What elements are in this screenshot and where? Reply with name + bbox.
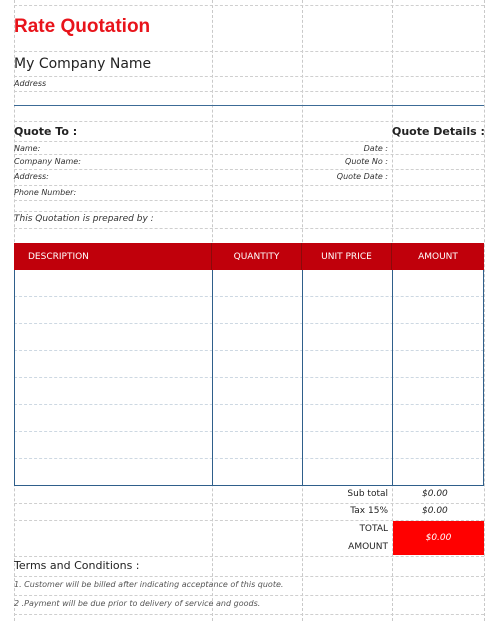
company-name[interactable]: My Company Name [14, 56, 152, 72]
field-address[interactable]: Address: [14, 172, 49, 181]
grid-row-line [14, 211, 484, 212]
terms-heading: Terms and Conditions : [14, 559, 140, 572]
grid-row-line [14, 576, 484, 577]
grid-row-line [14, 76, 484, 77]
grid-row-line [14, 154, 484, 155]
field-company-name[interactable]: Company Name: [14, 157, 81, 166]
table-col-border [14, 270, 15, 485]
header-divider [14, 105, 484, 106]
field-quote-date[interactable]: Quote Date : [336, 172, 388, 181]
grid-row-line [14, 228, 484, 229]
table-col-border [212, 270, 213, 485]
grid-row-line [14, 595, 484, 596]
table-col-border [483, 270, 484, 485]
header-description: DESCRIPTION [14, 243, 212, 270]
line-items-table [14, 270, 484, 485]
address-label[interactable]: Address [14, 79, 47, 88]
table-row[interactable] [14, 324, 484, 351]
quote-details-heading: Quote Details : [392, 125, 485, 138]
grid-row-line [14, 503, 484, 504]
terms-item[interactable]: 1. Customer will be billed after indicating acceptance of this quote. [14, 580, 284, 589]
field-phone-number[interactable]: Phone Number: [14, 188, 77, 197]
table-row[interactable] [14, 378, 484, 405]
quote-to-heading: Quote To : [14, 125, 78, 138]
grid-row-line [14, 185, 484, 186]
document-title: Rate Quotation [14, 16, 151, 37]
grid-row-line [14, 200, 484, 201]
table-row[interactable] [14, 351, 484, 378]
subtotal-label: Sub total [347, 489, 388, 499]
grid-row-line [14, 5, 484, 6]
field-name[interactable]: Name: [14, 144, 41, 153]
table-col-border [302, 270, 303, 485]
terms-item[interactable]: 2 .Payment will be due prior to delivery of service and goods. [14, 599, 261, 608]
grid-row-line [14, 121, 484, 122]
table-header [14, 243, 484, 270]
table-row[interactable] [14, 459, 484, 486]
tax-label: Tax 15% [350, 506, 388, 516]
subtotal-value: $0.00 [422, 489, 448, 499]
total-amount-label-line1: TOTAL [359, 524, 388, 534]
table-row[interactable] [14, 405, 484, 432]
total-amount-label-line2: AMOUNT [348, 542, 388, 552]
grid-row-line [14, 51, 484, 52]
grid-row-line [14, 614, 484, 615]
field-quote-no[interactable]: Quote No : [345, 157, 388, 166]
grid-col-line [484, 0, 485, 621]
table-row[interactable] [14, 432, 484, 459]
table-col-border [392, 270, 393, 485]
tax-value: $0.00 [422, 506, 448, 516]
table-row[interactable] [14, 270, 484, 297]
table-row[interactable] [14, 297, 484, 324]
grid-row-line [14, 556, 484, 557]
prepared-by[interactable]: This Quotation is prepared by : [14, 214, 154, 224]
header-quantity: QUANTITY [212, 243, 302, 270]
field-date[interactable]: Date : [363, 144, 388, 153]
header-unit-price: UNIT PRICE [302, 243, 392, 270]
grid-row-line [14, 141, 484, 142]
total-amount-value: $0.00 [393, 521, 484, 555]
header-amount: AMOUNT [418, 251, 458, 262]
grid-row-line [14, 169, 484, 170]
grid-row-line [14, 91, 484, 92]
